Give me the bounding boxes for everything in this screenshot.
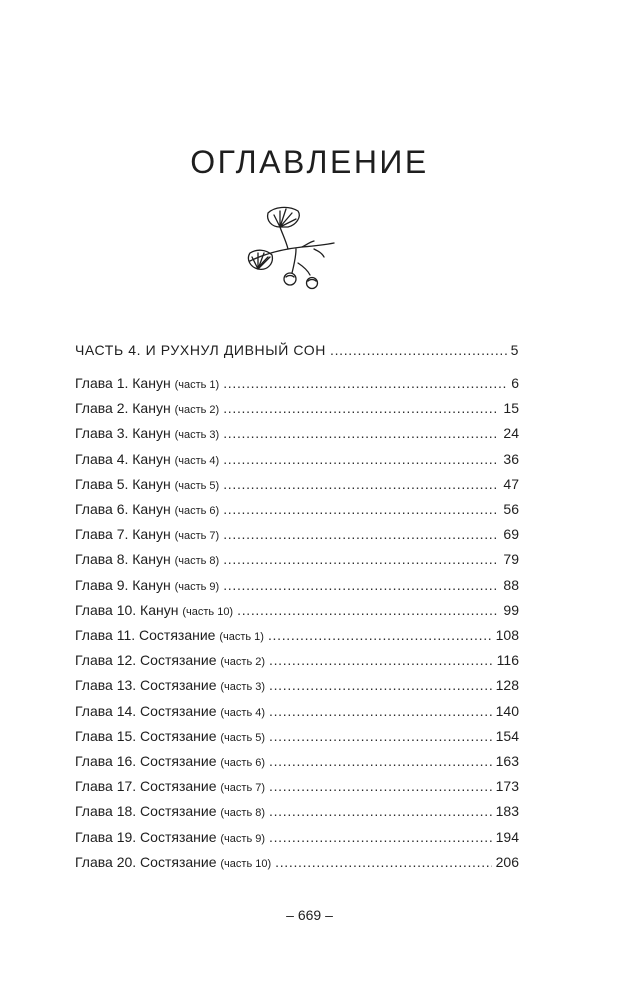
chapter-part-note: (часть 5)	[174, 479, 220, 492]
chapter-part-note: (часть 8)	[220, 807, 266, 820]
chapter-page-number: 6	[511, 375, 519, 391]
chapter-page-number: 56	[503, 501, 519, 517]
part-label: ЧАСТЬ 4. И РУХНУЛ ДИВНЫЙ СОН	[75, 342, 326, 358]
chapter-part-note: (часть 3)	[174, 429, 220, 442]
dot-leader	[223, 398, 499, 418]
toc-chapter-entry[interactable]	[75, 474, 519, 496]
chapter-page-number: 116	[496, 652, 519, 669]
toc-chapter-entry[interactable]	[75, 650, 519, 672]
chapter-part-note: (часть 4)	[174, 454, 220, 467]
toc-chapter-entry[interactable]	[75, 751, 519, 773]
dot-leader	[223, 373, 507, 393]
chapter-label: Глава 10. Канун	[75, 601, 179, 618]
chapter-page-number: 128	[495, 677, 519, 694]
chapter-page-number: 88	[503, 576, 519, 593]
chapter-page-number: 79	[503, 551, 519, 568]
dot-leader	[269, 827, 492, 847]
chapter-page-number: 173	[495, 778, 519, 795]
toc-part-entry[interactable]	[75, 340, 519, 360]
dot-leader	[275, 852, 492, 872]
chapter-part-note: (часть 9)	[174, 580, 220, 593]
chapter-page-number: 36	[503, 450, 519, 467]
ginkgo-branch-icon	[244, 203, 338, 299]
chapter-part-note: (часть 9)	[220, 832, 266, 845]
toc-chapter-entry[interactable]	[75, 600, 519, 622]
chapter-part-note: (часть 6)	[174, 505, 220, 517]
dot-leader	[269, 726, 492, 746]
chapter-part-note: (часть 7)	[174, 530, 220, 543]
page-number: – 669 –	[286, 907, 333, 923]
dot-leader	[237, 600, 499, 620]
dot-leader	[268, 625, 492, 645]
chapter-label: Глава 17. Состязание	[75, 778, 217, 795]
chapter-label: Глава 16. Состязание	[75, 753, 217, 769]
chapter-page-number: 154	[495, 727, 519, 744]
chapter-label: Глава 9. Канун	[75, 576, 171, 593]
toc-chapter-entry[interactable]	[75, 499, 519, 521]
chapter-page-number: 15	[503, 400, 519, 417]
dot-leader	[223, 524, 499, 544]
toc-chapter-entry[interactable]	[75, 701, 519, 723]
dot-leader	[269, 650, 493, 670]
chapter-label: Глава 13. Состязание	[75, 677, 217, 694]
dot-leader	[223, 474, 499, 494]
chapter-part-note: (часть 7)	[220, 782, 266, 795]
dot-leader	[223, 449, 499, 469]
toc-chapter-entry[interactable]	[75, 801, 519, 823]
toc-chapter-entry[interactable]	[75, 675, 519, 697]
chapter-label: Глава 18. Состязание	[75, 803, 217, 820]
chapter-label: Глава 8. Канун	[75, 551, 171, 568]
chapter-part-note: (часть 2)	[220, 656, 266, 669]
chapter-part-note: (часть 1)	[219, 631, 264, 643]
chapter-label: Глава 15. Состязание	[75, 727, 217, 744]
dot-leader	[269, 801, 492, 821]
toc-chapter-entry[interactable]	[75, 373, 519, 395]
chapter-page-number: 24	[503, 425, 519, 442]
toc-chapter-entry[interactable]	[75, 524, 519, 546]
chapter-label: Глава 5. Канун	[75, 475, 171, 492]
chapter-page-number: 99	[503, 601, 519, 618]
toc-chapter-entry[interactable]	[75, 449, 519, 471]
chapter-part-note: (часть 8)	[174, 555, 220, 568]
toc-chapter-entry[interactable]	[75, 852, 519, 874]
toc-chapter-entry[interactable]	[75, 625, 519, 647]
chapter-part-note: (часть 10)	[182, 605, 234, 618]
toc-chapter-entry[interactable]	[75, 726, 519, 748]
dot-leader	[223, 575, 499, 595]
chapter-label: Глава 4. Канун	[75, 450, 171, 467]
chapter-part-note: (часть 3)	[220, 681, 266, 694]
toc-chapter-entry[interactable]	[75, 827, 519, 849]
chapter-part-note: (часть 6)	[220, 757, 266, 769]
chapter-part-note: (часть 5)	[220, 731, 266, 744]
dot-leader	[269, 675, 492, 695]
toc-chapter-entry[interactable]	[75, 776, 519, 798]
chapter-label: Глава 14. Состязание	[75, 702, 217, 719]
chapter-label: Глава 11. Состязание	[75, 627, 216, 643]
chapter-page-number: 206	[495, 853, 519, 870]
dot-leader	[269, 701, 492, 721]
chapter-page-number: 194	[495, 828, 519, 845]
chapter-page-number: 108	[495, 627, 519, 643]
dot-leader	[330, 340, 507, 360]
chapter-label: Глава 6. Канун	[75, 501, 171, 517]
chapter-label: Глава 20. Состязание	[75, 853, 217, 870]
chapter-page-number: 183	[495, 803, 519, 820]
dot-leader	[223, 549, 499, 569]
chapter-page-number: 163	[495, 753, 519, 769]
toc-chapter-entry[interactable]	[75, 549, 519, 571]
chapter-part-note: (часть 10)	[220, 857, 272, 870]
toc-chapter-entry[interactable]	[75, 575, 519, 597]
chapter-page-number: 69	[503, 526, 519, 543]
dot-leader	[269, 751, 492, 771]
chapter-label: Глава 19. Состязание	[75, 828, 217, 845]
chapter-label: Глава 1. Канун	[75, 375, 171, 391]
toc-chapter-entry[interactable]	[75, 423, 519, 445]
dot-leader	[223, 499, 499, 519]
chapter-page-number: 140	[495, 702, 519, 719]
chapter-label: Глава 7. Канун	[75, 526, 171, 543]
chapter-part-note: (часть 4)	[220, 706, 266, 719]
chapter-label: Глава 3. Канун	[75, 425, 171, 442]
dot-leader	[269, 776, 492, 796]
chapter-page-number: 47	[503, 475, 519, 492]
page-title: ОГЛАВЛЕНИЕ	[190, 144, 429, 180]
chapter-label: Глава 12. Состязание	[75, 652, 217, 669]
part-page-number: 5	[510, 342, 519, 358]
dot-leader	[223, 423, 499, 443]
chapter-part-note: (часть 2)	[174, 404, 220, 417]
chapter-part-note: (часть 1)	[174, 379, 220, 391]
chapter-label: Глава 2. Канун	[75, 400, 171, 417]
toc-chapter-entry[interactable]	[75, 398, 519, 420]
